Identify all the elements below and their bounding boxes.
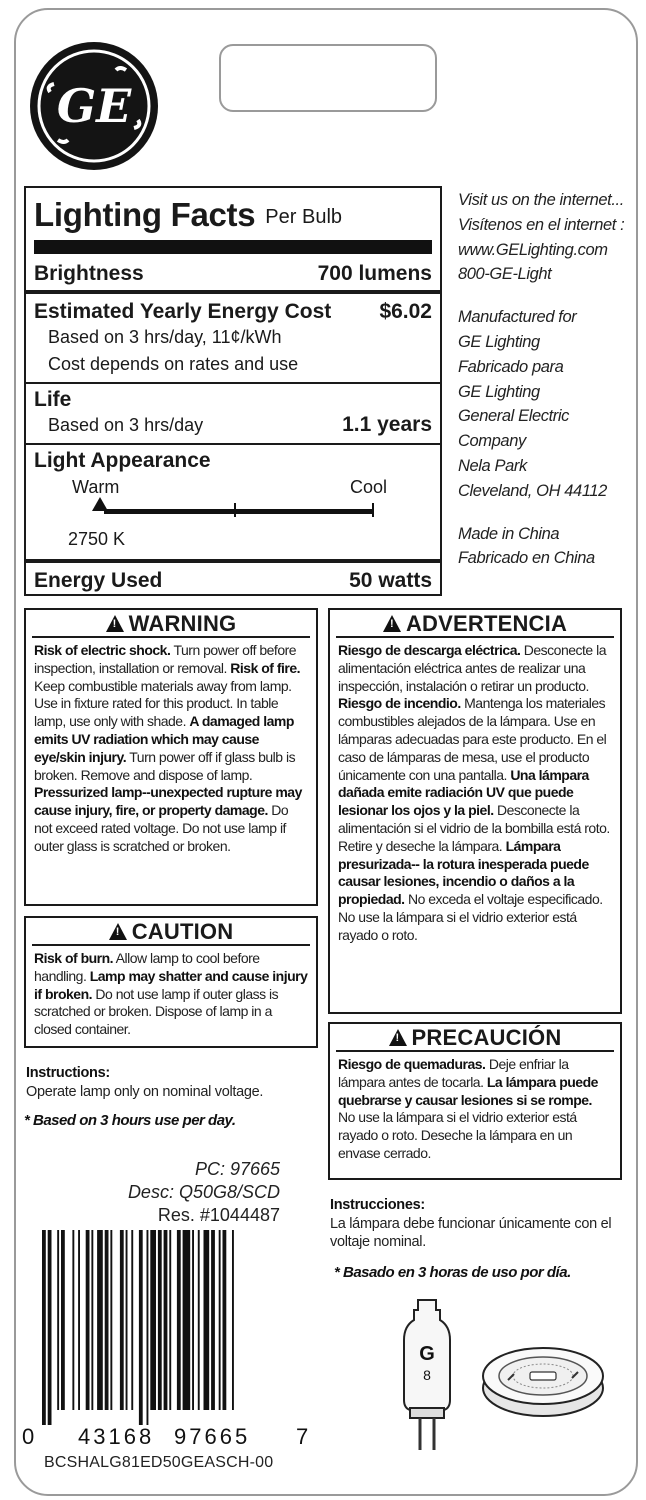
barcode-bar (177, 1230, 181, 1410)
barcode-bar (48, 1230, 52, 1425)
website-link[interactable]: www.GELighting.com (458, 240, 608, 259)
barcode-right-digits: 97665 (174, 1424, 251, 1449)
warning-icon (106, 615, 124, 632)
energy-cost-label: Estimated Yearly Energy Cost (34, 300, 332, 323)
facts-rule (26, 290, 440, 294)
svg-text:GE: GE (56, 79, 132, 133)
barcode-bar (105, 1230, 109, 1410)
facts-rule (26, 559, 440, 563)
barcode-bar (147, 1230, 149, 1425)
facts-divider-bar (34, 240, 432, 254)
advertencia-box (328, 608, 622, 1014)
ge-logo (28, 40, 160, 172)
barcode-bar (158, 1230, 162, 1410)
barcode-bar (97, 1230, 103, 1410)
manufacturer-line: Nela Park (458, 456, 527, 475)
origin-line: Made in China (458, 524, 560, 543)
life-label: Life (34, 388, 72, 411)
instructions-en (26, 1064, 316, 1101)
g8-bulb-illustration (396, 1296, 458, 1452)
svg-text:8: 8 (423, 1367, 431, 1383)
precaucion-box (328, 1022, 622, 1180)
manufacturer-line: Cleveland, OH 44112 (458, 481, 607, 500)
manufacturer-line: Fabricado para (458, 357, 564, 376)
desc-code: Desc: Q50G8/SCD (127, 1182, 280, 1202)
manufacturer-line: General Electric (458, 407, 569, 426)
energy-used-value: 50 watts (349, 569, 432, 592)
usage-note: * Based on 3 hours use per day. (24, 1112, 236, 1129)
barcode-bar (110, 1230, 112, 1410)
energy-cost-value: $6.02 (379, 300, 432, 323)
barcode-lead-digit: 0 (22, 1424, 38, 1449)
product-codes (40, 1158, 280, 1227)
instrucciones-label: Instrucciones: (330, 1197, 425, 1213)
pc-code: PC: 97665 (194, 1159, 280, 1179)
light-appearance-label: Light Appearance (34, 449, 211, 472)
facts-rule (26, 382, 440, 384)
barcode-bar (198, 1230, 200, 1410)
brightness-label: Brightness (34, 262, 144, 285)
energy-used-label: Energy Used (34, 569, 163, 592)
precaucion-text: Riesgo de quemaduras. Deje enfriar la lámpara antes de tocarla. La lámpara puede quebrarse y causar lesiones si se rompe. No use la lámpara si el vidrio exterior está rayado o roto. Deseche la lámpara en un envase cerrado. (338, 1056, 598, 1161)
per-bulb-label: Per Bulb (265, 206, 343, 228)
visit-text-es: Visítenos en el internet : (458, 215, 625, 234)
contact-info (458, 188, 638, 571)
facts-rule (26, 443, 440, 445)
barcode-bar (164, 1230, 168, 1410)
barcode-bar (42, 1230, 46, 1425)
cool-label: Cool (350, 477, 388, 497)
barcode-bar (183, 1230, 191, 1410)
barcode-bar (139, 1230, 143, 1425)
caution-text: Risk of burn. Allow lamp to cool before handling. Lamp may shatter and cause injury if broken. Do not use lamp if outer glass is scratched or broken. Dispose of lamp in a closed container. (34, 950, 308, 1038)
cost-note-rates: Based on 3 hrs/day, 11¢/kWh (48, 327, 282, 347)
kelvin-value: 2750 K (68, 529, 126, 549)
caution-box (24, 916, 318, 1048)
instrucciones-text: La lámpara debe funcionar únicamente con el voltaje nominal. (330, 1215, 612, 1250)
instructions-es (330, 1196, 620, 1252)
barcode-bar (150, 1230, 156, 1410)
barcode-bar (126, 1230, 128, 1410)
barcode-bar (120, 1230, 124, 1410)
res-code: Res. #1044487 (157, 1205, 280, 1225)
warning-text: Risk of electric shock. Turn power off before inspection, installation or removal. Risk of fire. Keep combustible materials away from lamp. Use in fixture rated for this product. In table lamp, use only with shade. A damaged lamp emits UV radiation which may cause eye/skin injury. Turn power off if glass bulb is broken. Remove and dispose of lamp. Pressurized lamp--unexpected rupture may cause injury, fire, or property damage. Do not exceed rated voltage. Do not use lamp if outer glass is scratched or broken. (34, 642, 302, 854)
barcode-bar (204, 1230, 210, 1410)
manufacturer-line: GE Lighting (458, 382, 540, 401)
barcode-bar (169, 1230, 171, 1410)
phone-number: 800-GE-Light (458, 265, 552, 284)
barcode-bar (86, 1230, 90, 1410)
barcode-bar (57, 1230, 59, 1410)
scale-track (104, 509, 374, 514)
manufacturer-line: GE Lighting (458, 332, 540, 351)
barcode-bar (61, 1230, 65, 1410)
instructions-text: Operate lamp only on nominal voltage. (26, 1083, 264, 1100)
advertencia-text: Riesgo de descarga eléctrica. Desconecte la alimentación eléctrica antes de realizar una inspección, instalación o retirar un producto. Riesgo de incendio. Mantenga los materiales combustibles alejados de la lámpara. Use en lámparas adecuadas para este producto. En el caso de lámparas de mesa, use el producto únicamente con una pantalla. Una lámpara dañada emite radiación UV que puede lesionar los ojos y la piel. Desconecte la alimentación si el vidrio de la bombilla está roto. Retire y deseche la lámpara. Lámpara presurizada-- la rotura inesperada puede causar lesiones, incendio o daños a la propiedad. No exceda el voltaje especificado. No use la lámpara si el vidrio exterior está rayado o roto. (338, 642, 610, 943)
life-note: Based on 3 hrs/day (48, 415, 204, 435)
upc-barcode (40, 1230, 278, 1425)
manufacturer-line: Company (458, 432, 526, 451)
precaucion-heading: PRECAUCIÓN (411, 1025, 562, 1050)
barcode-bar (223, 1230, 227, 1410)
visit-text: Visit us on the internet... (458, 191, 624, 209)
cost-note-use: Cost depends on rates and use (48, 354, 299, 374)
brightness-value: 700 lumens (317, 262, 432, 285)
barcode-bar (232, 1230, 234, 1410)
warning-box (24, 608, 318, 906)
advertencia-heading: ADVERTENCIA (405, 611, 568, 636)
sku-code: BCSHALG81ED50GEASCH-00 (44, 1454, 274, 1471)
scale-tick (372, 503, 374, 517)
manufacturer-line: Manufactured for (458, 308, 577, 327)
caution-icon (109, 923, 127, 940)
barcode-bar (211, 1230, 215, 1410)
barcode-bar (131, 1230, 133, 1410)
svg-text:G: G (419, 1343, 435, 1365)
color-temperature-scale (34, 473, 432, 555)
hang-tab (219, 44, 437, 112)
barcode-bar (192, 1230, 194, 1410)
scale-marker-icon (92, 497, 108, 511)
scale-tick (234, 503, 236, 517)
caution-heading: CAUTION (131, 919, 234, 944)
lighting-facts-panel (24, 186, 442, 596)
barcode-bar (219, 1230, 221, 1410)
barcode-bar (91, 1230, 93, 1410)
caution-icon (389, 1029, 407, 1046)
warning-heading: WARNING (128, 611, 237, 636)
origin-line: Fabricado en China (458, 549, 595, 568)
barcode-bar (72, 1230, 74, 1410)
barcode-check-digit: 7 (296, 1424, 312, 1449)
barcode-left-digits: 43168 (78, 1424, 155, 1449)
barcode-bar (78, 1230, 80, 1410)
warm-label: Warm (72, 477, 120, 497)
life-value: 1.1 years (342, 413, 432, 436)
usage-note-es: * Basado en 3 horas de uso por día. (334, 1264, 571, 1281)
warning-icon (383, 615, 401, 632)
instructions-label: Instructions: (26, 1065, 110, 1081)
lighting-facts-title: Lighting Facts (34, 196, 256, 233)
puck-light-illustration (478, 1340, 608, 1422)
